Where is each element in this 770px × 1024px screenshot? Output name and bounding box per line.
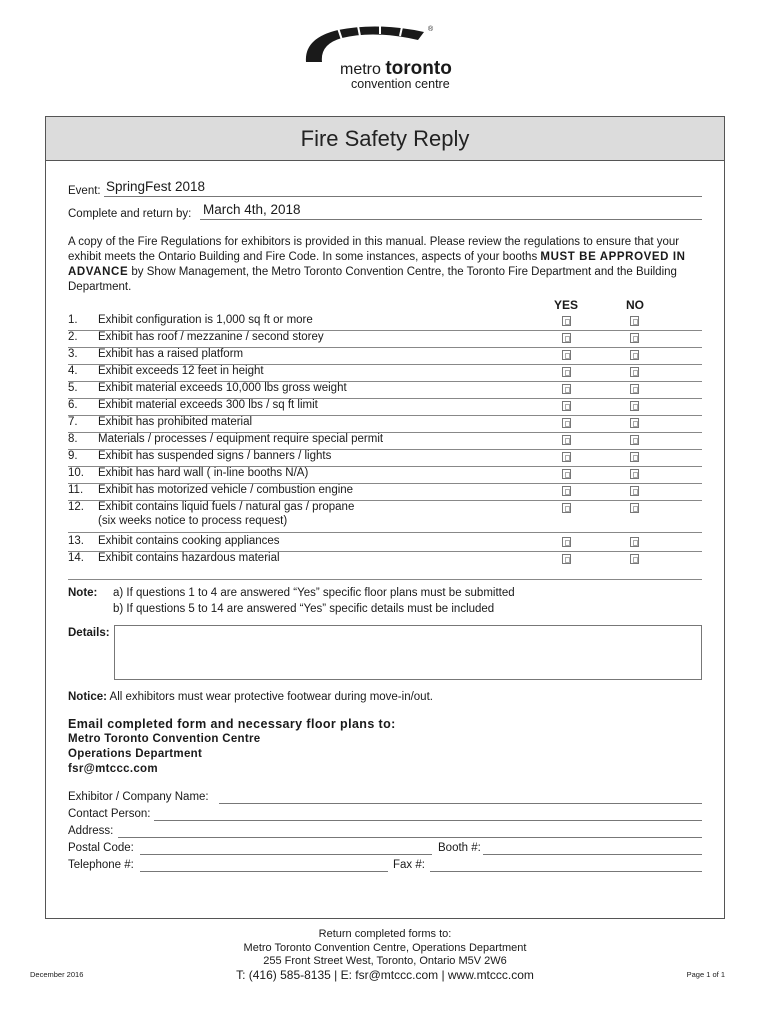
details-label: Details: [68, 627, 110, 639]
question-row: 4. Exhibit exceeds 12 feet in height [68, 365, 702, 382]
no-checkbox[interactable] [630, 384, 639, 394]
no-checkbox[interactable] [630, 316, 639, 326]
yes-checkbox[interactable] [562, 367, 571, 377]
form-title: Fire Safety Reply [46, 117, 724, 161]
event-line [104, 196, 702, 197]
yes-checkbox[interactable] [562, 537, 571, 547]
contact-label: Contact Person: [68, 808, 151, 820]
booth-label: Booth #: [438, 842, 481, 854]
notice-text: Notice: All exhibitors must wear protective footwear during move-in/out. [68, 691, 433, 703]
yes-checkbox[interactable] [562, 316, 571, 326]
fax-label: Fax #: [393, 859, 425, 871]
contact-input[interactable] [154, 820, 702, 821]
question-row: 7. Exhibit has prohibited material [68, 416, 702, 433]
intro-paragraph: A copy of the Fire Regulations for exhibitors is provided in this manual. Please review the regulations to ensure that your exhibit meets the Ontario Building and Fire Code. In some instances, aspects of your booths MUST BE APPROVED IN ADVANCE by Show Management, the Metro Toronto Convention Centre, the Toronto Fire Department and the Building Department. [68, 236, 686, 293]
question-row: 12. Exhibit contains liquid fuels / natural gas / propane (six weeks notice to process request) [68, 501, 702, 533]
postal-label: Postal Code: [68, 842, 134, 854]
postal-input[interactable] [140, 854, 432, 855]
footer-page-number: Page 1 of 1 [686, 970, 725, 979]
details-textarea[interactable] [114, 625, 702, 680]
address-label: Address: [68, 825, 114, 837]
no-checkbox[interactable] [630, 503, 639, 513]
question-row: 3. Exhibit has a raised platform [68, 348, 702, 365]
no-checkbox[interactable] [630, 537, 639, 547]
logo-name: metro toronto [340, 58, 452, 79]
booth-input[interactable] [483, 854, 702, 855]
yes-checkbox[interactable] [562, 554, 571, 564]
no-checkbox[interactable] [630, 367, 639, 377]
yes-checkbox[interactable] [562, 384, 571, 394]
exhibitor-input[interactable] [219, 803, 702, 804]
telephone-label: Telephone #: [68, 859, 134, 871]
email-address[interactable]: fsr@mtccc.com [68, 763, 158, 775]
yes-checkbox[interactable] [562, 469, 571, 479]
question-row: 9. Exhibit has suspended signs / banners / lights [68, 450, 702, 467]
question-row: 1. Exhibit configuration is 1,000 sq ft or more [68, 314, 702, 331]
yes-checkbox[interactable] [562, 418, 571, 428]
yes-header: YES [554, 298, 579, 312]
event-value[interactable]: SpringFest 2018 [106, 179, 206, 194]
return-value[interactable]: March 4th, 2018 [203, 202, 301, 217]
no-checkbox[interactable] [630, 469, 639, 479]
no-header: NO [626, 298, 644, 312]
no-checkbox[interactable] [630, 401, 639, 411]
mtcc-logo [298, 24, 478, 94]
yes-checkbox[interactable] [562, 486, 571, 496]
no-checkbox[interactable] [630, 435, 639, 445]
form-frame: Fire Safety Reply Event: SpringFest 2018 Complete and return by: March 4th, 2018 A copy of the Fire Regulations for exhibitors is provided in this manual. Please review the regulations to ensure that your exhibit meets the Ontario Building and Fire Code. In some instances, aspects of your booths MUST BE APPROVED IN ADVANCE by Show Management, the Metro Toronto Convention Centre, the Toronto Fire Department and the Building Department. YES NO 1. Exhibit configuration is 1,000 sq ft or more 2. Exhibit has roof / mezzanine / second storey 3. Exhibit has a raised platform 4. Exhibit exceeds 12 feet in height 5. Exhibit material exceeds 10,000 lbs gross weight 6. Exhibit material exceeds 300 lbs / sq ft limit 7. Exhibit has prohibited material 8. Materials / processes / equipment require special permit 9. Exhibit has suspended signs / banners / lights 10. Exhibit has hard wall ( in-line booths N/A) 11. Exhibit has motorized vehicle / combustion engine 12. Exhibit contains liquid fuels / natural gas / propane (six weeks notice to process request) 13. Exhibit contains cooking appliances 14. Exhibit contains hazardous material Note: a) If questions 1 to 4 are answered “Yes” specific floor plans must be submitted b) If questions 5 to 14 are answered “Yes” specific details must be included Details: Notice: All exhibitors must wear protective footwear during move-in/out. Email completed form and necessary floor plans to: Metro Toronto Convention Centre Operations Department fsr@mtccc.com Exhibitor / Company Name: Contact Person: Address: Postal Code: Booth #: Telephone #: Fax #: [45, 116, 725, 919]
question-row: 2. Exhibit has roof / mezzanine / second storey [68, 331, 702, 348]
yes-checkbox[interactable] [562, 350, 571, 360]
footer-address: Return completed forms to: Metro Toronto Convention Centre, Operations Department 255 Front Street West, Toronto, Ontario M5V 2W6 T: (416) 585-8135 | E: fsr@mtccc.com | www.mtccc.com [236, 928, 534, 982]
address-input[interactable] [118, 837, 702, 838]
email-dept: Operations Department [68, 748, 203, 760]
email-heading: Email completed form and necessary floor plans to: [68, 717, 396, 731]
yes-checkbox[interactable] [562, 503, 571, 513]
no-checkbox[interactable] [630, 333, 639, 343]
no-checkbox[interactable] [630, 486, 639, 496]
question-row: 8. Materials / processes / equipment require special permit [68, 433, 702, 450]
yes-checkbox[interactable] [562, 452, 571, 462]
return-line [200, 219, 702, 220]
yes-checkbox[interactable] [562, 333, 571, 343]
email-org: Metro Toronto Convention Centre [68, 733, 261, 745]
footer-date: December 2016 [30, 970, 84, 979]
no-checkbox[interactable] [630, 452, 639, 462]
yes-checkbox[interactable] [562, 435, 571, 445]
registered-mark: ® [428, 26, 434, 33]
question-row: 11. Exhibit has motorized vehicle / combustion engine [68, 484, 702, 501]
fax-input[interactable] [430, 871, 702, 872]
question-row: 6. Exhibit material exceeds 300 lbs / sq ft limit [68, 399, 702, 416]
no-checkbox[interactable] [630, 554, 639, 564]
exhibitor-label: Exhibitor / Company Name: [68, 791, 209, 803]
telephone-input[interactable] [140, 871, 388, 872]
no-checkbox[interactable] [630, 350, 639, 360]
question-row: 13. Exhibit contains cooking appliances [68, 535, 702, 552]
yes-checkbox[interactable] [562, 401, 571, 411]
logo-subname: convention centre [351, 77, 450, 91]
question-row: 10. Exhibit has hard wall ( in-line booths N/A) [68, 467, 702, 484]
no-checkbox[interactable] [630, 418, 639, 428]
event-label: Event: [68, 185, 101, 197]
return-label: Complete and return by: [68, 208, 192, 220]
question-row: 5. Exhibit material exceeds 10,000 lbs gross weight [68, 382, 702, 399]
question-row: 14. Exhibit contains hazardous material [68, 552, 702, 580]
